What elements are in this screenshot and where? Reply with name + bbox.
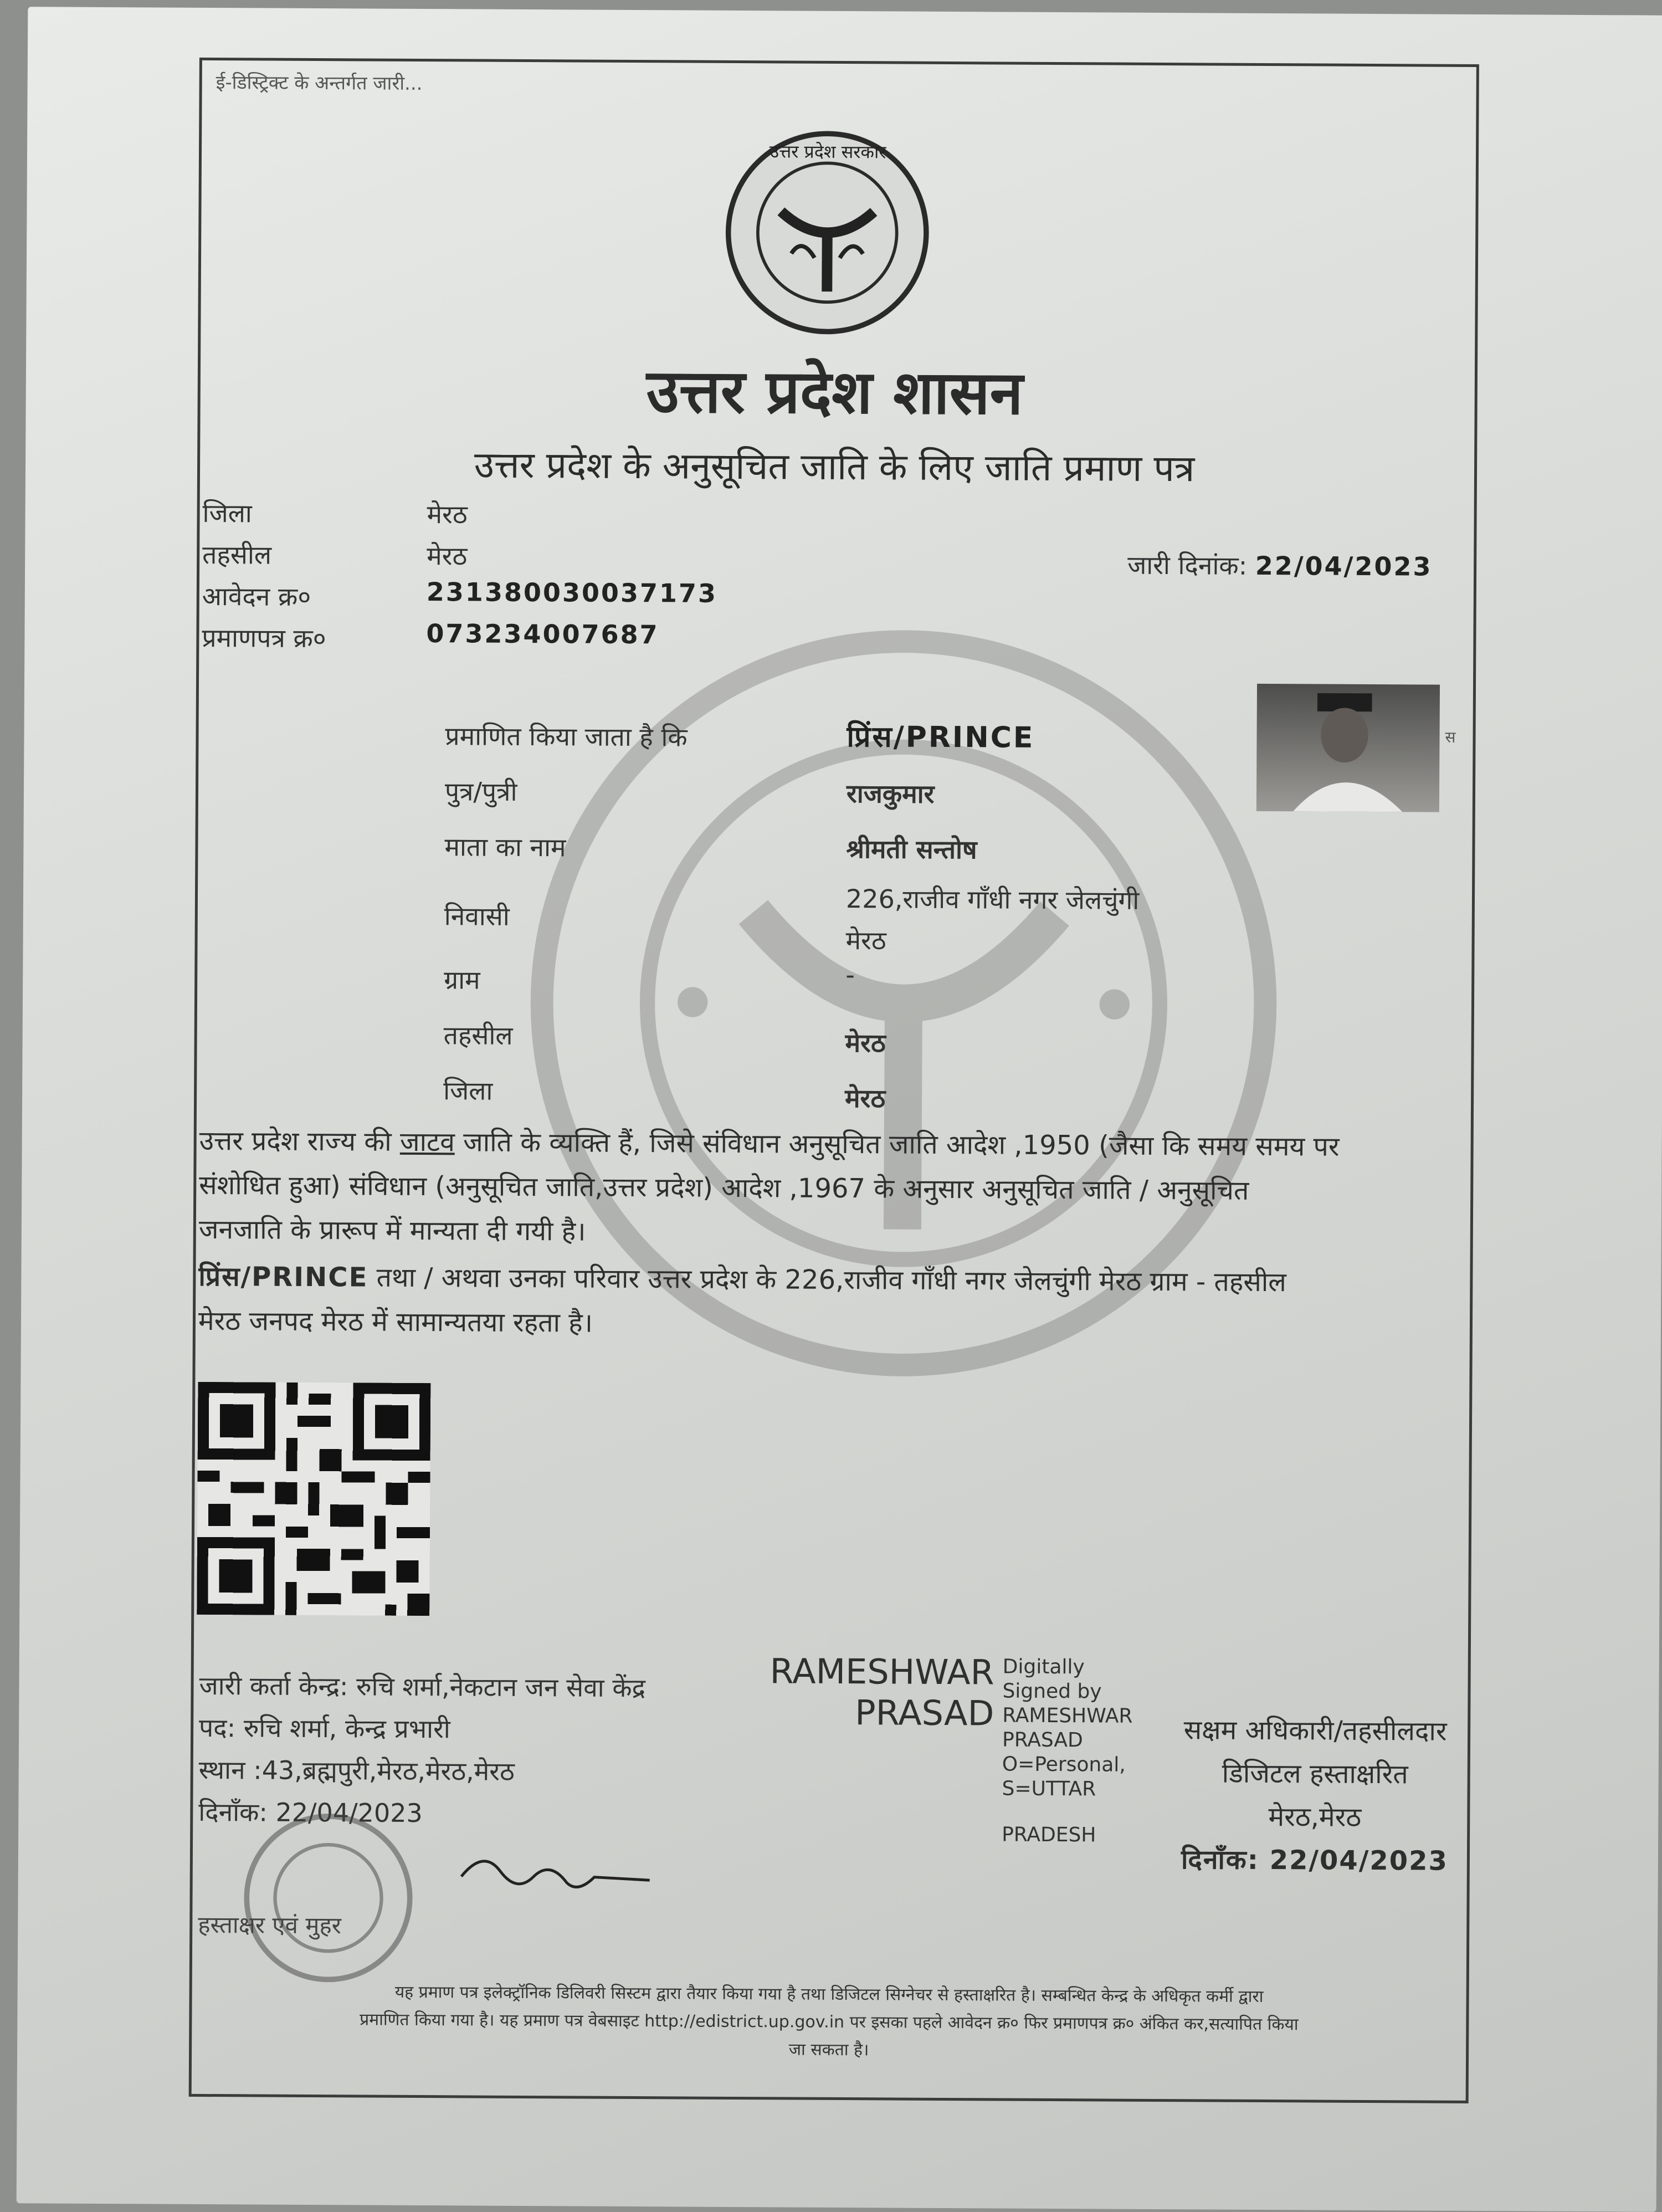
digital-sign-last: PRADESH: [1002, 1823, 1096, 1847]
footer-line3: जा सकता है।: [788, 2040, 869, 2060]
residence-name: प्रिंस/PRINCE: [198, 1261, 368, 1293]
person-district-value: मेरठ: [844, 1083, 886, 1114]
issue-date: [1127, 547, 1433, 583]
tehsil-value: मेरठ: [427, 541, 468, 571]
application-no-label: आवेदन क्र०: [202, 581, 311, 612]
father-name: राजकुमार: [846, 779, 935, 809]
certificate-no-label: प्रमाणपत्र क्र०: [202, 622, 326, 654]
issuer-place: स्थान :43,ब्रह्मपुरी,मेरठ,मेरठ,मेरठ: [198, 1754, 515, 1786]
footer-note: [200, 1978, 1458, 2067]
qr-code[interactable]: [197, 1382, 430, 1616]
mother-name: श्रीमती सन्तोष: [846, 834, 977, 865]
person-tehsil-value: मेरठ: [845, 1028, 886, 1058]
digital-sign-name: [739, 1651, 994, 1734]
person-district-label: जिला: [443, 1076, 493, 1106]
footer-line2[interactable]: प्रमाणित किया गया है। यह प्रमाण पत्र वेबसाइट http://edistrict.up.gov.in पर इसका पहले आवेदन क्र० फिर प्रमाणपत्र क्र० अंकित कर,सत्यापित किया: [360, 2010, 1299, 2035]
authority-digital: डिजिटल हस्ताक्षरित: [1222, 1758, 1408, 1790]
issue-date-value: 22/04/2023: [1255, 550, 1433, 582]
application-no-value: 231380030037173: [426, 577, 718, 608]
footer-line1: यह प्रमाण पत्र इलेक्ट्रॉनिक डिलिवरी सिस्टम द्वारा तैयार किया गया है तथा डिजिटल सिग्नेचर से हस्ताक्षरित है। सम्बन्धित केन्द्र के अधिकृत कर्मी द्वारा: [394, 1982, 1264, 2007]
district-label: जिला: [202, 498, 252, 529]
caste-paragraph-line2: संशोधित हुआ) संविधान (अनुसूचित जाति,उत्तर प्रदेश) आदेश ,1967 के अनुसार अनुसूचित जाति / अनुसूचित: [199, 1169, 1249, 1206]
document-title: उत्तर प्रदेश शासन: [646, 357, 1023, 428]
digital-sign-name-line1: RAMESHWAR: [770, 1651, 994, 1693]
person-silhouette: [1256, 684, 1440, 812]
issuer-center: जारी कर्ता केन्द्र: रुचि शर्मा,नेकटान जन सेवा केंद्र: [199, 1670, 646, 1703]
issuer-date: दिनाँक: 22/04/2023: [198, 1796, 423, 1829]
issue-date-label: जारी दिनांक:: [1127, 550, 1248, 581]
resident-label: निवासी: [444, 901, 510, 931]
certificate-paper: [17, 7, 1662, 2211]
authority-date: दिनाँक: 22/04/2023: [1181, 1844, 1449, 1877]
applicant-name: प्रिंस/PRINCE: [847, 720, 1035, 755]
issuer-signature: [450, 1837, 661, 1911]
tehsil-label: तहसील: [202, 539, 272, 570]
village-value: -: [845, 960, 855, 990]
photo-mark: स: [1445, 728, 1456, 746]
authority-place: मेरठ,मेरठ: [1268, 1801, 1362, 1833]
residence-paragraph: [198, 1255, 1473, 1350]
caste-paragraph-line1: उत्तर प्रदेश राज्य की जाटव जाति के व्यक्ति हैं, जिसे संविधान अनुसूचित जाति आदेश ,1950 (जैसा कि समय समय पर: [199, 1125, 1340, 1163]
digital-sign-details: Digitally Signed by RAMESHWAR PRASAD O=Personal, S=UTTAR: [1002, 1655, 1133, 1801]
address-line2: मेरठ: [845, 925, 886, 956]
village-label: ग्राम: [444, 965, 480, 995]
person-tehsil-label: तहसील: [443, 1020, 513, 1051]
residence-paragraph-line2: मेरठ जनपद मेरठ में सामान्यतया रहता है।: [198, 1305, 593, 1339]
caste-paragraph-line3: जनजाति के प्रारूप में मान्यता दी गयी है।: [198, 1213, 586, 1247]
applicant-photo: [1256, 684, 1440, 812]
residence-paragraph-line1: प्रिंस/PRINCE तथा / अथवा उनका परिवार उत्तर प्रदेश के 226,राजीव गाँधी नगर जेलचुंगी मेरठ ग्राम - तहसील: [198, 1261, 1286, 1298]
sign-seal-label: हस्ताक्षर एवं मुहर: [198, 1911, 342, 1939]
emblem-text: उत्तर प्रदेश सरकार: [769, 141, 886, 163]
son-daughter-label: पुत्र/पुत्री: [444, 776, 517, 807]
authority-title: सक्षम अधिकारी/तहसीलदार: [1183, 1714, 1447, 1747]
authority-block: [1154, 1708, 1476, 1883]
address-line1: 226,राजीव गाँधी नगर जेलचुंगी: [845, 884, 1140, 915]
issuer-stamp: [239, 1809, 418, 1987]
digital-sign-name-line2: PRASAD: [855, 1692, 994, 1734]
issuer-post: पद: रुचि शर्मा, केन्द्र प्रभारी: [198, 1712, 450, 1744]
document-subtitle: उत्तर प्रदेश के अनुसूचित जाति के लिए जाति प्रमाण पत्र: [474, 443, 1195, 490]
district-value: मेरठ: [427, 499, 468, 530]
certificate-no-value: 073234007687: [426, 618, 659, 650]
mother-label: माता का नाम: [444, 832, 566, 863]
caste-paragraph: [199, 1119, 1474, 1258]
top-note: ई-डिस्ट्रिक्ट के अन्तर्गत जारी...: [216, 71, 423, 95]
certified-label: प्रमाणित किया जाता है कि: [445, 721, 688, 752]
caste-name: जाटव: [399, 1126, 455, 1158]
